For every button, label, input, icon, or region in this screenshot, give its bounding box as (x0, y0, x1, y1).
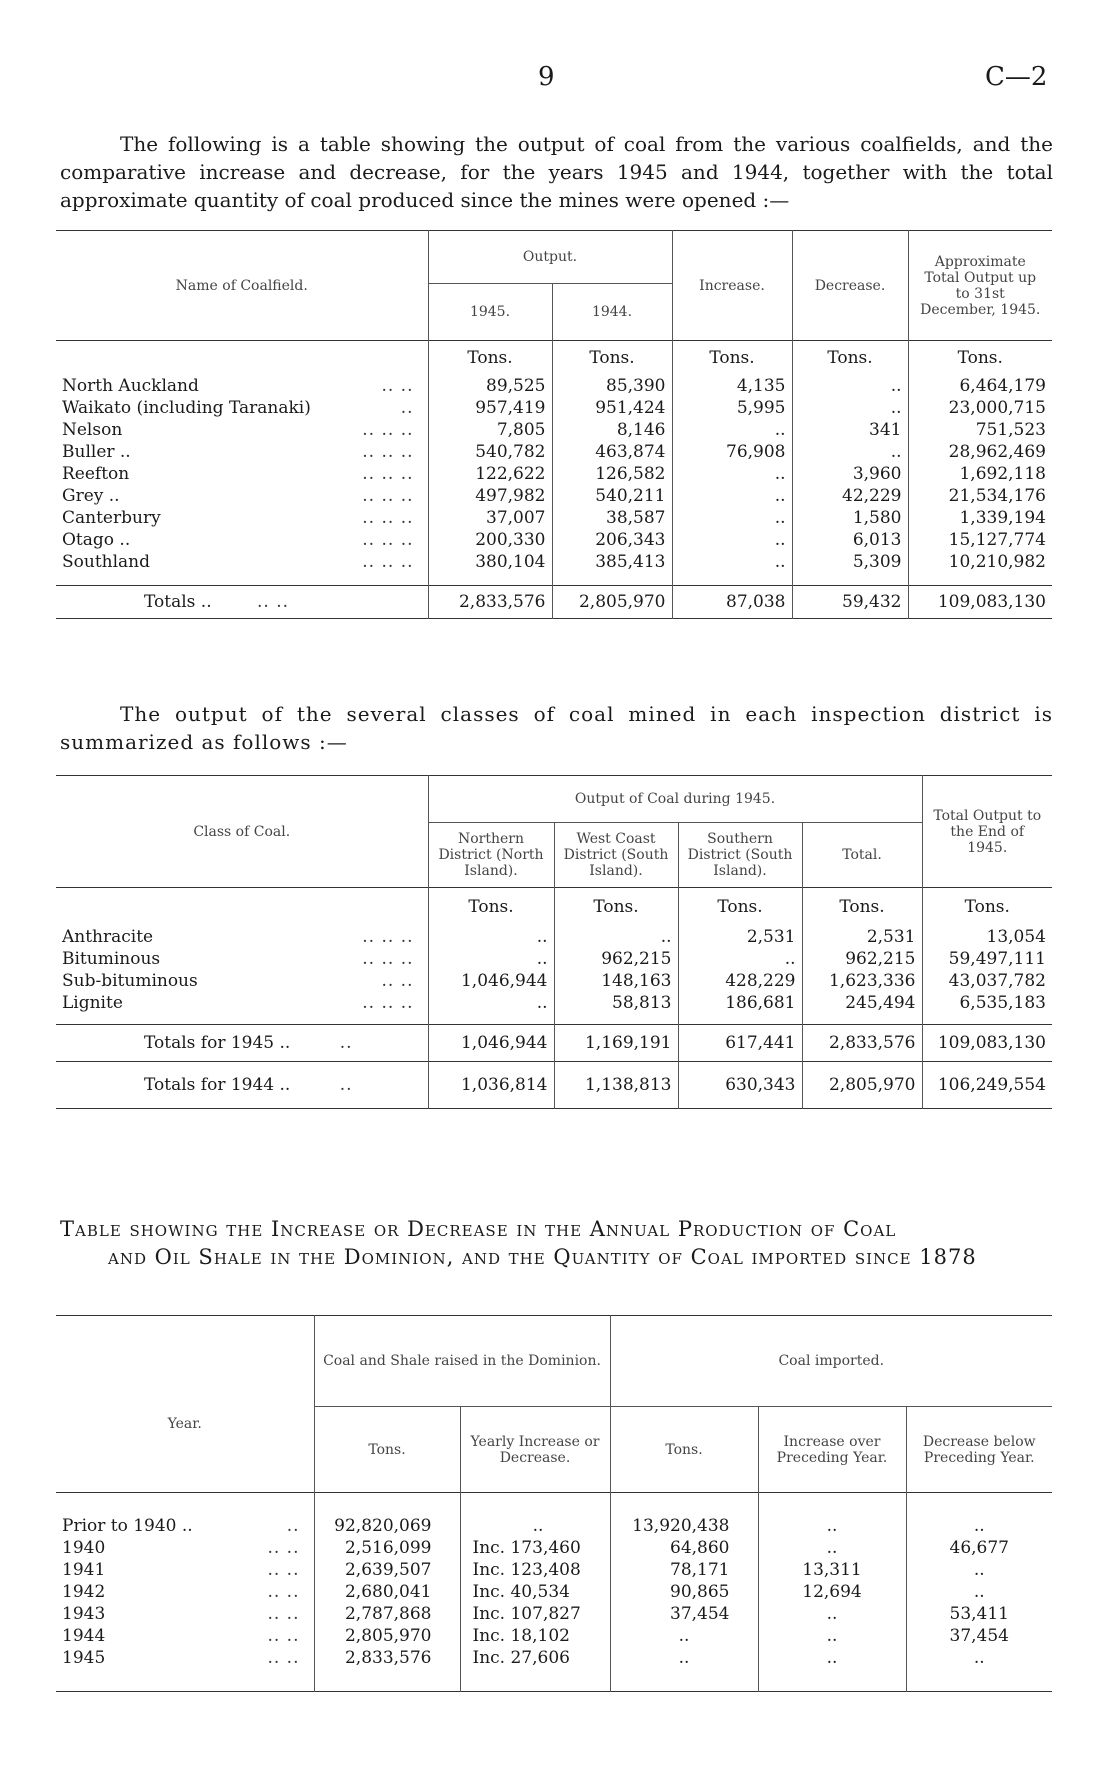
cell-decrease: 42,229 (792, 485, 908, 507)
cell-1944: 38,587 (552, 507, 672, 529)
cell-total: 2,531 (802, 926, 922, 948)
cell-total-end: 109,083,130 (922, 1025, 1052, 1062)
cell-1945: 200,330 (428, 529, 552, 551)
cell-total: 28,962,469 (908, 441, 1052, 463)
coalfield-row (56, 485, 1052, 507)
row-label: 1945 (62, 1648, 106, 1668)
coalfield-row (56, 375, 1052, 397)
cell-1945: 122,622 (428, 463, 552, 485)
page-number: 9 (538, 62, 555, 92)
cell-west-coast: .. (554, 926, 678, 948)
cell-increase: .. (672, 463, 792, 485)
col-header-output: Output. (428, 231, 672, 284)
row-label: 1943 (62, 1604, 106, 1624)
row-label: 1940 (62, 1538, 106, 1558)
cell-1944: 540,211 (552, 485, 672, 507)
cell-decrease-below: .. (906, 1647, 1052, 1669)
cell-northern: .. (428, 926, 554, 948)
cell-1945: 957,419 (428, 397, 552, 419)
cell-west-coast: 1,169,191 (554, 1025, 678, 1062)
row-label: Anthracite (62, 927, 154, 947)
col-header-1945: 1945. (428, 284, 552, 341)
cell-total: 1,623,336 (802, 970, 922, 992)
cell-northern: 1,036,814 (428, 1062, 554, 1109)
cell-decrease: 1,580 (792, 507, 908, 529)
leader-dots: .. .. .. (362, 927, 414, 947)
leader-dots: .. .. (381, 971, 414, 991)
document-reference: C—2 (985, 62, 1048, 92)
col-header-decrease-below: Decrease below Preceding Year. (906, 1407, 1052, 1493)
cell-tons-raised: 92,820,069 (314, 1515, 460, 1537)
cell-yearly-change: .. (460, 1515, 610, 1537)
cell-1944: 85,390 (552, 375, 672, 397)
col-header-raised: Coal and Shale raised in the Dominion. (314, 1316, 610, 1407)
cell-decrease-below: .. (906, 1559, 1052, 1581)
col-header-during: Output of Coal during 1945. (428, 776, 922, 823)
cell-total-end: 106,249,554 (922, 1062, 1052, 1109)
cell-decrease: .. (792, 441, 908, 463)
cell-yearly-change: Inc. 27,606 (460, 1647, 610, 1669)
cell-increase: .. (672, 419, 792, 441)
cell-decrease-below: 37,454 (906, 1625, 1052, 1647)
leader-dots: .. (339, 1075, 353, 1095)
cell-tons-raised: 2,516,099 (314, 1537, 460, 1559)
row-label: Otago .. (62, 530, 131, 550)
col-header-southern: Southern District (South Island). (678, 823, 802, 888)
cell-total: 962,215 (802, 948, 922, 970)
leader-dots: .. .. .. (362, 993, 414, 1013)
cell-tons-imported: 37,454 (610, 1603, 758, 1625)
cell-increase: 4,135 (672, 375, 792, 397)
cell-increase: 87,038 (672, 586, 792, 619)
coalfield-row (56, 507, 1052, 529)
cell-total: 2,833,576 (802, 1025, 922, 1062)
totals-1944-label: Totals for 1944 .. (144, 1075, 291, 1095)
cell-total: 1,339,194 (908, 507, 1052, 529)
cell-1944: 206,343 (552, 529, 672, 551)
leader-dots: .. .. (267, 1626, 300, 1646)
year-row (56, 1559, 1052, 1581)
cell-increase: 76,908 (672, 441, 792, 463)
year-row (56, 1625, 1052, 1647)
cell-1944: 951,424 (552, 397, 672, 419)
cell-yearly-change: Inc. 173,460 (460, 1537, 610, 1559)
cell-decrease: .. (792, 397, 908, 419)
col-header-increase-over: Increase over Preceding Year. (758, 1407, 906, 1493)
row-label: Buller .. (62, 442, 131, 462)
col-header-increase: Increase. (672, 231, 792, 341)
row-label: Canterbury (62, 508, 161, 528)
cell-tons-raised: 2,787,868 (314, 1603, 460, 1625)
row-label: Prior to 1940 .. (62, 1516, 193, 1536)
row-label: 1942 (62, 1582, 106, 1602)
cell-1944: 126,582 (552, 463, 672, 485)
cell-yearly-change: Inc. 107,827 (460, 1603, 610, 1625)
col-header-year: Year. (167, 1416, 202, 1432)
totals-label: Totals .. (144, 592, 212, 612)
cell-northern: .. (428, 992, 554, 1014)
unit-label: Tons. (922, 888, 1052, 927)
cell-increase-over: .. (758, 1603, 906, 1625)
intro-paragraph-2: The output of the several classes of coal mined in each inspection district is summarized as follows :— (60, 702, 1053, 754)
cell-increase: .. (672, 529, 792, 551)
cell-southern: 428,229 (678, 970, 802, 992)
cell-decrease: 6,013 (792, 529, 908, 551)
leader-dots: .. .. .. (362, 530, 414, 550)
leader-dots: .. (400, 398, 414, 418)
row-label: Grey .. (62, 486, 120, 506)
cell-yearly-change: Inc. 123,408 (460, 1559, 610, 1581)
leader-dots: .. .. .. (362, 464, 414, 484)
unit-label: Tons. (428, 341, 552, 376)
cell-1944: 8,146 (552, 419, 672, 441)
title-line-1: Table showing the Increase or Decrease in the Annual Production of Coal (60, 1217, 897, 1241)
coalfield-row (56, 551, 1052, 573)
annual-production-table (56, 1315, 1052, 1692)
leader-dots: .. .. (381, 376, 414, 396)
title-line-2: and Oil Shale in the Dominion, and the Quantity of Coal imported since 1878 (108, 1245, 977, 1269)
cell-total-end: 13,054 (922, 926, 1052, 948)
cell-tons-imported: 78,171 (610, 1559, 758, 1581)
leader-dots: .. (339, 1033, 353, 1053)
cell-1945: 2,833,576 (428, 586, 552, 619)
coal-class-row (56, 948, 1052, 970)
cell-increase: .. (672, 485, 792, 507)
table-3-title (60, 1215, 1053, 1271)
leader-dots: .. .. .. (362, 552, 414, 572)
cell-decrease: .. (792, 375, 908, 397)
leader-dots: .. .. (267, 1648, 300, 1668)
row-label: 1941 (62, 1560, 106, 1580)
leader-dots: .. .. (267, 1538, 300, 1558)
cell-total: 6,464,179 (908, 375, 1052, 397)
cell-increase-over: .. (758, 1537, 906, 1559)
unit-label: Tons. (672, 341, 792, 376)
coal-class-row (56, 926, 1052, 948)
totals-1945-label: Totals for 1945 .. (144, 1033, 291, 1053)
leader-dots: .. (286, 1516, 300, 1536)
row-label: 1944 (62, 1626, 106, 1646)
cell-1944: 385,413 (552, 551, 672, 573)
coalfield-row (56, 529, 1052, 551)
intro-paragraph-1: The following is a table showing the output of coal from the various coalfields, and the comparative increase and decrease, for the years 1945 and 1944, together with the total approximate quantity of coal produced since the mines were opened :— (60, 132, 1053, 212)
coal-class-row (56, 992, 1052, 1014)
cell-1945: 37,007 (428, 507, 552, 529)
cell-northern: 1,046,944 (428, 970, 554, 992)
cell-tons-raised: 2,833,576 (314, 1647, 460, 1669)
unit-label: Tons. (802, 888, 922, 927)
cell-total: 21,534,176 (908, 485, 1052, 507)
row-label: Lignite (62, 993, 123, 1013)
coalfield-row (56, 441, 1052, 463)
cell-increase-over: 13,311 (758, 1559, 906, 1581)
coalfield-row (56, 419, 1052, 441)
cell-1945: 497,982 (428, 485, 552, 507)
row-label: Reefton (62, 464, 130, 484)
totals-row (56, 586, 1052, 619)
unit-label: Tons. (792, 341, 908, 376)
col-header-west-coast: West Coast District (South Island). (554, 823, 678, 888)
leader-dots: .. .. (267, 1560, 300, 1580)
unit-label: Tons. (908, 341, 1052, 376)
leader-dots: .. .. .. (362, 508, 414, 528)
cell-southern: 617,441 (678, 1025, 802, 1062)
cell-decrease-below: 53,411 (906, 1603, 1052, 1625)
col-header-tons-raised: Tons. (314, 1407, 460, 1493)
cell-1944: 2,805,970 (552, 586, 672, 619)
coalfield-row (56, 463, 1052, 485)
leader-dots: .. .. (257, 592, 290, 612)
cell-total: 109,083,130 (908, 586, 1052, 619)
cell-tons-imported: .. (610, 1647, 758, 1669)
cell-west-coast: 58,813 (554, 992, 678, 1014)
cell-total-end: 59,497,111 (922, 948, 1052, 970)
cell-total: 245,494 (802, 992, 922, 1014)
cell-decrease: 341 (792, 419, 908, 441)
cell-west-coast: 148,163 (554, 970, 678, 992)
coalfield-output-table (56, 230, 1052, 619)
leader-dots: .. .. .. (362, 420, 414, 440)
cell-tons-imported: 64,860 (610, 1537, 758, 1559)
col-header-total-end: Total Output to the End of 1945. (922, 776, 1052, 888)
unit-label: Tons. (678, 888, 802, 927)
cell-increase: .. (672, 551, 792, 573)
row-label: North Auckland (62, 376, 199, 396)
year-row (56, 1537, 1052, 1559)
cell-decrease-below: .. (906, 1581, 1052, 1603)
year-row (56, 1581, 1052, 1603)
cell-yearly-change: Inc. 40,534 (460, 1581, 610, 1603)
col-header-class: Class of Coal. (193, 823, 291, 840)
cell-total-end: 6,535,183 (922, 992, 1052, 1014)
cell-tons-raised: 2,639,507 (314, 1559, 460, 1581)
cell-1945: 380,104 (428, 551, 552, 573)
year-row (56, 1647, 1052, 1669)
cell-1944: 463,874 (552, 441, 672, 463)
cell-increase-over: .. (758, 1625, 906, 1647)
leader-dots: .. .. .. (362, 949, 414, 969)
cell-total-end: 43,037,782 (922, 970, 1052, 992)
cell-increase-over: .. (758, 1515, 906, 1537)
totals-1945-row (56, 1025, 1052, 1062)
cell-southern: 630,343 (678, 1062, 802, 1109)
cell-total: 10,210,982 (908, 551, 1052, 573)
coal-class-row (56, 970, 1052, 992)
class-of-coal-table (56, 775, 1052, 1109)
row-label: Bituminous (62, 949, 161, 969)
cell-decrease: 5,309 (792, 551, 908, 573)
col-header-imported: Coal imported. (610, 1316, 1052, 1407)
leader-dots: .. .. .. (362, 486, 414, 506)
cell-west-coast: 962,215 (554, 948, 678, 970)
row-label: Waikato (including Taranaki) (62, 398, 311, 418)
cell-tons-imported: 13,920,438 (610, 1515, 758, 1537)
row-label: Nelson (62, 420, 123, 440)
cell-increase-over: 12,694 (758, 1581, 906, 1603)
cell-southern: 186,681 (678, 992, 802, 1014)
cell-southern: .. (678, 948, 802, 970)
cell-southern: 2,531 (678, 926, 802, 948)
col-header-name: Name of Coalfield. (175, 277, 308, 294)
unit-label: Tons. (428, 888, 554, 927)
cell-west-coast: 1,138,813 (554, 1062, 678, 1109)
coalfield-row (56, 397, 1052, 419)
col-header-1944: 1944. (552, 284, 672, 341)
cell-tons-imported: 90,865 (610, 1581, 758, 1603)
year-row (56, 1603, 1052, 1625)
cell-tons-raised: 2,680,041 (314, 1581, 460, 1603)
unit-label: Tons. (552, 341, 672, 376)
leader-dots: .. .. (267, 1582, 300, 1602)
cell-northern: .. (428, 948, 554, 970)
cell-tons-imported: .. (610, 1625, 758, 1647)
leader-dots: .. .. .. (362, 442, 414, 462)
col-header-total: Total. (802, 823, 922, 888)
cell-yearly-change: Inc. 18,102 (460, 1625, 610, 1647)
cell-1945: 7,805 (428, 419, 552, 441)
cell-increase-over: .. (758, 1647, 906, 1669)
cell-total: 2,805,970 (802, 1062, 922, 1109)
row-label: Sub-bituminous (62, 971, 198, 991)
cell-increase: 5,995 (672, 397, 792, 419)
cell-decrease: 59,432 (792, 586, 908, 619)
cell-total: 751,523 (908, 419, 1052, 441)
year-row (56, 1515, 1052, 1537)
unit-label: Tons. (554, 888, 678, 927)
cell-decrease-below: .. (906, 1515, 1052, 1537)
cell-decrease: 3,960 (792, 463, 908, 485)
cell-1945: 89,525 (428, 375, 552, 397)
col-header-decrease: Decrease. (792, 231, 908, 341)
totals-1944-row (56, 1062, 1052, 1109)
cell-total: 15,127,774 (908, 529, 1052, 551)
col-header-tons-imported: Tons. (610, 1407, 758, 1493)
col-header-total-output: Approximate Total Output up to 31st December, 1945. (908, 231, 1052, 341)
cell-northern: 1,046,944 (428, 1025, 554, 1062)
row-label: Southland (62, 552, 151, 572)
leader-dots: .. .. (267, 1604, 300, 1624)
cell-decrease-below: 46,677 (906, 1537, 1052, 1559)
cell-increase: .. (672, 507, 792, 529)
cell-1945: 540,782 (428, 441, 552, 463)
col-header-yearly: Yearly Increase or Decrease. (460, 1407, 610, 1493)
col-header-northern: Northern District (North Island). (428, 823, 554, 888)
cell-total: 1,692,118 (908, 463, 1052, 485)
cell-total: 23,000,715 (908, 397, 1052, 419)
cell-tons-raised: 2,805,970 (314, 1625, 460, 1647)
